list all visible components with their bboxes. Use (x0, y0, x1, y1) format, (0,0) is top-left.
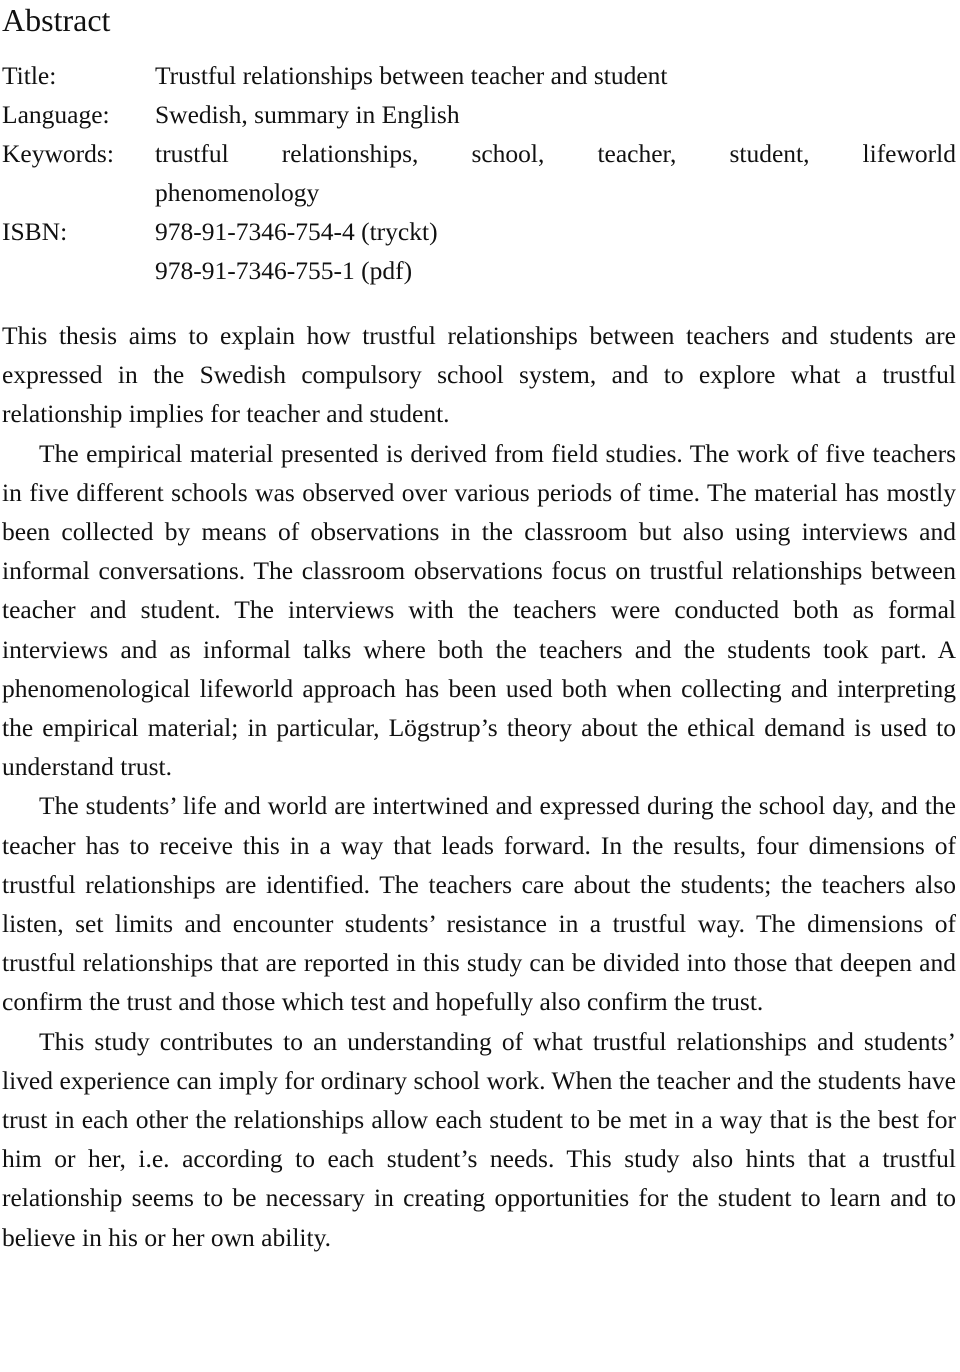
keywords-value-line1: trustful relationships, school, teacher, student, lifeworld (155, 139, 956, 168)
paragraph-aim: This thesis aims to explain how trustful relationships between teachers and students are expressed in the Swedish compulsory school system, and to explore what a trustful relationship implies for teacher and student. (2, 321, 956, 429)
paragraph-method: The empirical material presented is derived from field studies. The work of five teachers in five different schools was observed over various periods of time. The material has mostly been collected by means of observations in the classroom but also using interviews and informal conversations. The classroom observations focus on trustful relationships between teacher and student. The interviews with the teachers were conducted both as formal interviews and as informal talks where both the teachers and the students took part. A phenomenological lifeworld approach has been used both when collecting and interpreting the empirical material; in particular, Lögstrup’s theory about the ethical demand is used to understand trust. (2, 438, 956, 782)
isbn-label: ISBN: (2, 217, 68, 246)
keywords-label: Keywords: (2, 139, 114, 168)
keywords-value-line2: phenomenology (155, 178, 320, 207)
language-row (2, 95, 956, 134)
abstract-body (2, 316, 956, 1257)
language-label: Language: (2, 100, 110, 129)
isbn-pdf-value: 978-91-7346-755-1 (pdf) (155, 256, 413, 285)
isbn-print-value: 978-91-7346-754-4 (tryckt) (155, 217, 438, 246)
isbn-row (2, 212, 956, 251)
title-value: Trustful relationships between teacher and student (155, 61, 668, 90)
paragraph-results: The students’ life and world are intertwined and expressed during the school day, and the teacher has to receive this in a way that leads forward. In the results, four dimensions of trustful relationships are identified. The teachers care about the students; the teachers also listen, set limits and encounter students’ resistance in a trustful way. The dimensions of trustful relationships that are reported in this study can be divided into those that deepen and confirm the trust and those which test and hopefully also confirm the trust. (2, 791, 956, 1017)
metadata-block (2, 56, 956, 290)
keywords-row (2, 134, 956, 173)
title-label: Title: (2, 61, 57, 90)
language-value: Swedish, summary in English (155, 100, 460, 129)
keywords-row-continued (2, 173, 956, 212)
isbn-row-continued (2, 251, 956, 290)
paragraph-contribution: This study contributes to an understanding of what trustful relationships and students’ lived experience can imply for ordinary school work. When the teacher and the students have trust in each other the relationships allow each student to be met in a way that is the best for him or her, i.e. according to each student’s needs. This study also hints that a trustful relationship seems to be necessary in creating opportunities for the student to learn and to believe in his or her own ability. (2, 1026, 956, 1252)
keywords-label-spacer (2, 173, 155, 212)
isbn-label-spacer (2, 251, 155, 290)
title-row (2, 56, 956, 95)
page-title: Abstract (2, 2, 111, 38)
